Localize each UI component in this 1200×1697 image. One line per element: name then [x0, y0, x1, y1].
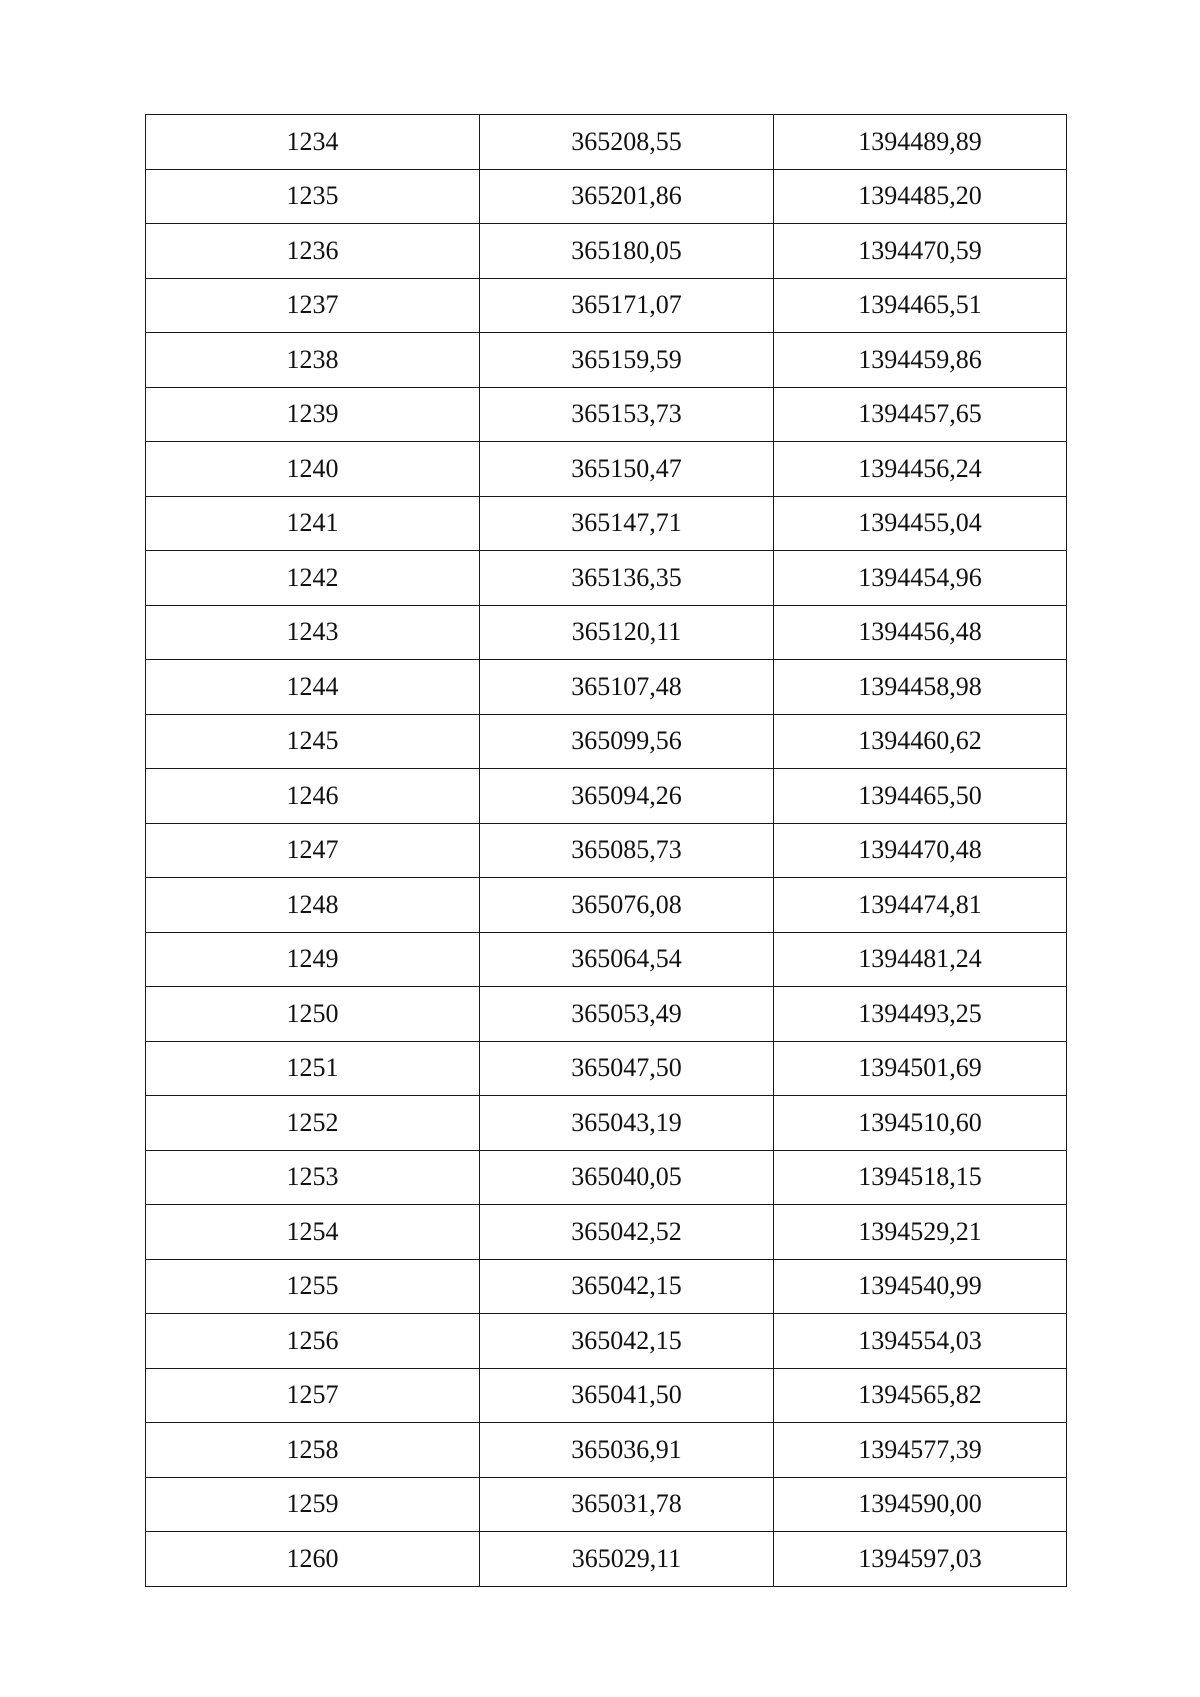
point-number-cell: 1237: [146, 278, 480, 333]
table-row: [146, 1041, 1067, 1096]
x-coordinate-cell: 365043,19: [480, 1096, 774, 1151]
y-coordinate-cell: 1394501,69: [774, 1041, 1067, 1096]
point-number-cell: 1234: [146, 115, 480, 170]
point-number-cell: 1241: [146, 496, 480, 551]
table-row: [146, 714, 1067, 769]
y-coordinate-cell: 1394481,24: [774, 932, 1067, 987]
point-number-cell: 1238: [146, 333, 480, 388]
point-number-cell: 1251: [146, 1041, 480, 1096]
x-coordinate-cell: 365147,71: [480, 496, 774, 551]
point-number-cell: 1245: [146, 714, 480, 769]
y-coordinate-cell: 1394554,03: [774, 1314, 1067, 1369]
y-coordinate-cell: 1394493,25: [774, 987, 1067, 1042]
table-row: [146, 660, 1067, 715]
y-coordinate-cell: 1394456,48: [774, 605, 1067, 660]
table-row: [146, 1259, 1067, 1314]
x-coordinate-cell: 365076,08: [480, 878, 774, 933]
y-coordinate-cell: 1394457,65: [774, 387, 1067, 442]
table-row: [146, 1423, 1067, 1478]
table-row: [146, 1477, 1067, 1532]
point-number-cell: 1239: [146, 387, 480, 442]
x-coordinate-cell: 365029,11: [480, 1532, 774, 1587]
y-coordinate-cell: 1394454,96: [774, 551, 1067, 606]
x-coordinate-cell: 365042,52: [480, 1205, 774, 1260]
table-row: [146, 442, 1067, 497]
table-row: [146, 823, 1067, 878]
point-number-cell: 1260: [146, 1532, 480, 1587]
point-number-cell: 1255: [146, 1259, 480, 1314]
table-row: [146, 115, 1067, 170]
x-coordinate-cell: 365120,11: [480, 605, 774, 660]
y-coordinate-cell: 1394565,82: [774, 1368, 1067, 1423]
y-coordinate-cell: 1394465,51: [774, 278, 1067, 333]
y-coordinate-cell: 1394455,04: [774, 496, 1067, 551]
y-coordinate-cell: 1394474,81: [774, 878, 1067, 933]
point-number-cell: 1250: [146, 987, 480, 1042]
point-number-cell: 1246: [146, 769, 480, 824]
x-coordinate-cell: 365099,56: [480, 714, 774, 769]
table-row: [146, 496, 1067, 551]
point-number-cell: 1243: [146, 605, 480, 660]
x-coordinate-cell: 365031,78: [480, 1477, 774, 1532]
x-coordinate-cell: 365136,35: [480, 551, 774, 606]
x-coordinate-cell: 365171,07: [480, 278, 774, 333]
x-coordinate-cell: 365040,05: [480, 1150, 774, 1205]
table-row: [146, 551, 1067, 606]
y-coordinate-cell: 1394529,21: [774, 1205, 1067, 1260]
table-row: [146, 387, 1067, 442]
x-coordinate-cell: 365053,49: [480, 987, 774, 1042]
point-number-cell: 1256: [146, 1314, 480, 1369]
table-row: [146, 1096, 1067, 1151]
y-coordinate-cell: 1394456,24: [774, 442, 1067, 497]
table-row: [146, 1205, 1067, 1260]
x-coordinate-cell: 365107,48: [480, 660, 774, 715]
coordinates-table: [145, 114, 1067, 1587]
x-coordinate-cell: 365201,86: [480, 169, 774, 224]
y-coordinate-cell: 1394470,48: [774, 823, 1067, 878]
table-row: [146, 1314, 1067, 1369]
table-row: [146, 878, 1067, 933]
table-row: [146, 333, 1067, 388]
point-number-cell: 1252: [146, 1096, 480, 1151]
y-coordinate-cell: 1394465,50: [774, 769, 1067, 824]
x-coordinate-cell: 365180,05: [480, 224, 774, 279]
y-coordinate-cell: 1394510,60: [774, 1096, 1067, 1151]
y-coordinate-cell: 1394485,20: [774, 169, 1067, 224]
point-number-cell: 1244: [146, 660, 480, 715]
point-number-cell: 1249: [146, 932, 480, 987]
table-row: [146, 605, 1067, 660]
y-coordinate-cell: 1394540,99: [774, 1259, 1067, 1314]
y-coordinate-cell: 1394458,98: [774, 660, 1067, 715]
x-coordinate-cell: 365094,26: [480, 769, 774, 824]
table-row: [146, 278, 1067, 333]
table-row: [146, 1368, 1067, 1423]
point-number-cell: 1259: [146, 1477, 480, 1532]
x-coordinate-cell: 365064,54: [480, 932, 774, 987]
point-number-cell: 1253: [146, 1150, 480, 1205]
x-coordinate-cell: 365041,50: [480, 1368, 774, 1423]
table-row: [146, 1532, 1067, 1587]
x-coordinate-cell: 365085,73: [480, 823, 774, 878]
y-coordinate-cell: 1394577,39: [774, 1423, 1067, 1478]
x-coordinate-cell: 365042,15: [480, 1259, 774, 1314]
x-coordinate-cell: 365159,59: [480, 333, 774, 388]
table-row: [146, 1150, 1067, 1205]
x-coordinate-cell: 365047,50: [480, 1041, 774, 1096]
y-coordinate-cell: 1394460,62: [774, 714, 1067, 769]
point-number-cell: 1242: [146, 551, 480, 606]
point-number-cell: 1235: [146, 169, 480, 224]
table-row: [146, 987, 1067, 1042]
table-row: [146, 932, 1067, 987]
point-number-cell: 1240: [146, 442, 480, 497]
point-number-cell: 1254: [146, 1205, 480, 1260]
y-coordinate-cell: 1394590,00: [774, 1477, 1067, 1532]
table-row: [146, 224, 1067, 279]
point-number-cell: 1258: [146, 1423, 480, 1478]
x-coordinate-cell: 365036,91: [480, 1423, 774, 1478]
y-coordinate-cell: 1394518,15: [774, 1150, 1067, 1205]
table-row: [146, 769, 1067, 824]
point-number-cell: 1236: [146, 224, 480, 279]
y-coordinate-cell: 1394489,89: [774, 115, 1067, 170]
point-number-cell: 1247: [146, 823, 480, 878]
point-number-cell: 1248: [146, 878, 480, 933]
x-coordinate-cell: 365208,55: [480, 115, 774, 170]
coordinates-table-body: [146, 115, 1067, 1587]
x-coordinate-cell: 365042,15: [480, 1314, 774, 1369]
y-coordinate-cell: 1394597,03: [774, 1532, 1067, 1587]
point-number-cell: 1257: [146, 1368, 480, 1423]
y-coordinate-cell: 1394459,86: [774, 333, 1067, 388]
y-coordinate-cell: 1394470,59: [774, 224, 1067, 279]
x-coordinate-cell: 365153,73: [480, 387, 774, 442]
table-row: [146, 169, 1067, 224]
x-coordinate-cell: 365150,47: [480, 442, 774, 497]
